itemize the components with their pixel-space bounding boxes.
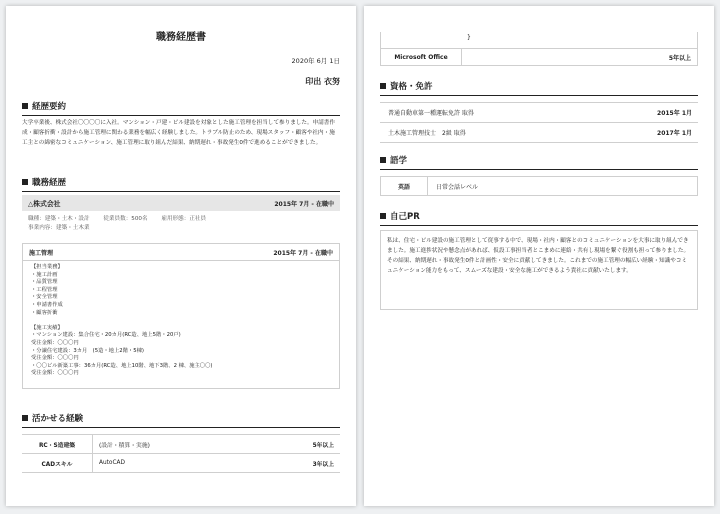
table-row: [22, 454, 340, 473]
document-date: 2020年 6月 1日: [291, 57, 340, 65]
skills-table-continued: [380, 32, 698, 66]
skill-years: 5年以上: [312, 442, 334, 449]
company-employees: 従業員数：500名: [103, 216, 148, 222]
company-meta: [22, 211, 340, 233]
skill-name: RC・S造建築: [38, 442, 76, 449]
language-row: [380, 176, 698, 196]
document-title: 職務経歴書: [156, 32, 206, 43]
role-duties: 【担当業務】 ・施工計画 ・品質管理 ・工程管理 ・安全管理 ・申請書作成 ・顧客折衝 【施工実績】 ・マンション建設：集合住宅・20カ月(RC造、地上5階・20戸) 受注金額：〇〇〇円 ・分譲住宅建設：3カ月 (5造・地上2階・5棟) 受注金額：〇〇〇円 ・〇〇ビル新築工事：36カ月(RC造、地上10階、地下3階、2 棟、施主〇〇) 受注金額：〇〇〇円: [31, 264, 213, 377]
skill-detail: (設計・積算・実施): [92, 435, 270, 453]
company-period: 2015年 7月 - 在職中: [274, 200, 334, 208]
role-block: [22, 243, 340, 389]
skill-detail: [461, 49, 637, 66]
skill-years: 3年以上: [312, 461, 334, 468]
table-row: [380, 123, 698, 143]
language-heading: 語学: [380, 154, 698, 170]
role-period: 2015年 7月 - 在職中: [273, 250, 333, 257]
table-row: [381, 48, 697, 66]
company-business: 職種：建築・土木・設計: [28, 216, 90, 222]
language-level: 日常会話レベル: [427, 177, 697, 195]
company-content: 事業内容：建築・土木業: [28, 225, 90, 231]
table-row: [380, 103, 698, 123]
license-date: 2017年 1月: [657, 130, 692, 137]
company-block: [22, 195, 340, 395]
company-name: △株式会社: [28, 200, 61, 208]
skills-table: [22, 434, 340, 473]
applicant-name: 印出 衣努: [305, 77, 340, 86]
company-header: [22, 195, 340, 211]
license-date: 2015年 1月: [657, 110, 692, 117]
resume-page-2: [364, 6, 714, 506]
continued-brace: }: [467, 34, 471, 41]
table-row: [22, 435, 340, 454]
pr-text: 私は、住宅・ビル建設の施工管理として従事する中で、現場・社内・顧客とのコミュニケーションを大事に取り組んできました。施工進捗状況や懸念点があれば、仮設工事担当者とこまめに連絡・共有し現場を繋ぐ役割も担って参りました。その結果、納期遅れ・事故発生0件と計画性・安全に貢献してきました。これまでの施工管理の幅広い経験・知識やコミュニケーション能力をもって、スムーズな建設・安全な施工ができるよう貴社に貢献いたします。: [380, 230, 698, 310]
skill-name: Microsoft Office: [394, 54, 448, 61]
resume-page-1: [6, 6, 356, 506]
skill-years: 5年以上: [668, 55, 691, 62]
pr-heading: 自己PR: [380, 210, 698, 226]
license-name: 普通自動車第一種運転免許 取得: [388, 110, 474, 117]
licenses-table: [380, 102, 698, 143]
role-header: [23, 244, 339, 261]
summary-heading: 経歴要約: [22, 100, 340, 116]
skill-name: CADスキル: [41, 461, 73, 468]
company-employment: 雇用形態：正社員: [161, 216, 207, 222]
history-heading: 職務経歴: [22, 176, 340, 192]
summary-text: 大学卒業後、株式会社〇〇〇〇に入社。マンション・戸建・ビル建設を対象とした施工管理を担当して参りました。申請書作成・顧客折衝・設計から施工管理に関わる業務を幅広く経験しました。トラブル防止のため、現場スタッフ・顧客や社内・施工主との綿密なコミュニケーション、施工管理に取り組んだ結果、納期遅れ・事故発生0件で進めることができました。: [22, 120, 335, 146]
role-title: 施工管理: [29, 250, 54, 257]
skill-detail: AutoCAD: [92, 454, 270, 472]
license-name: 土木施工管理技士 2級 取得: [388, 130, 466, 137]
licenses-heading: 資格・免許: [380, 80, 698, 96]
skills-heading: 活かせる経験: [22, 412, 340, 428]
language-name: 英語: [397, 183, 410, 191]
